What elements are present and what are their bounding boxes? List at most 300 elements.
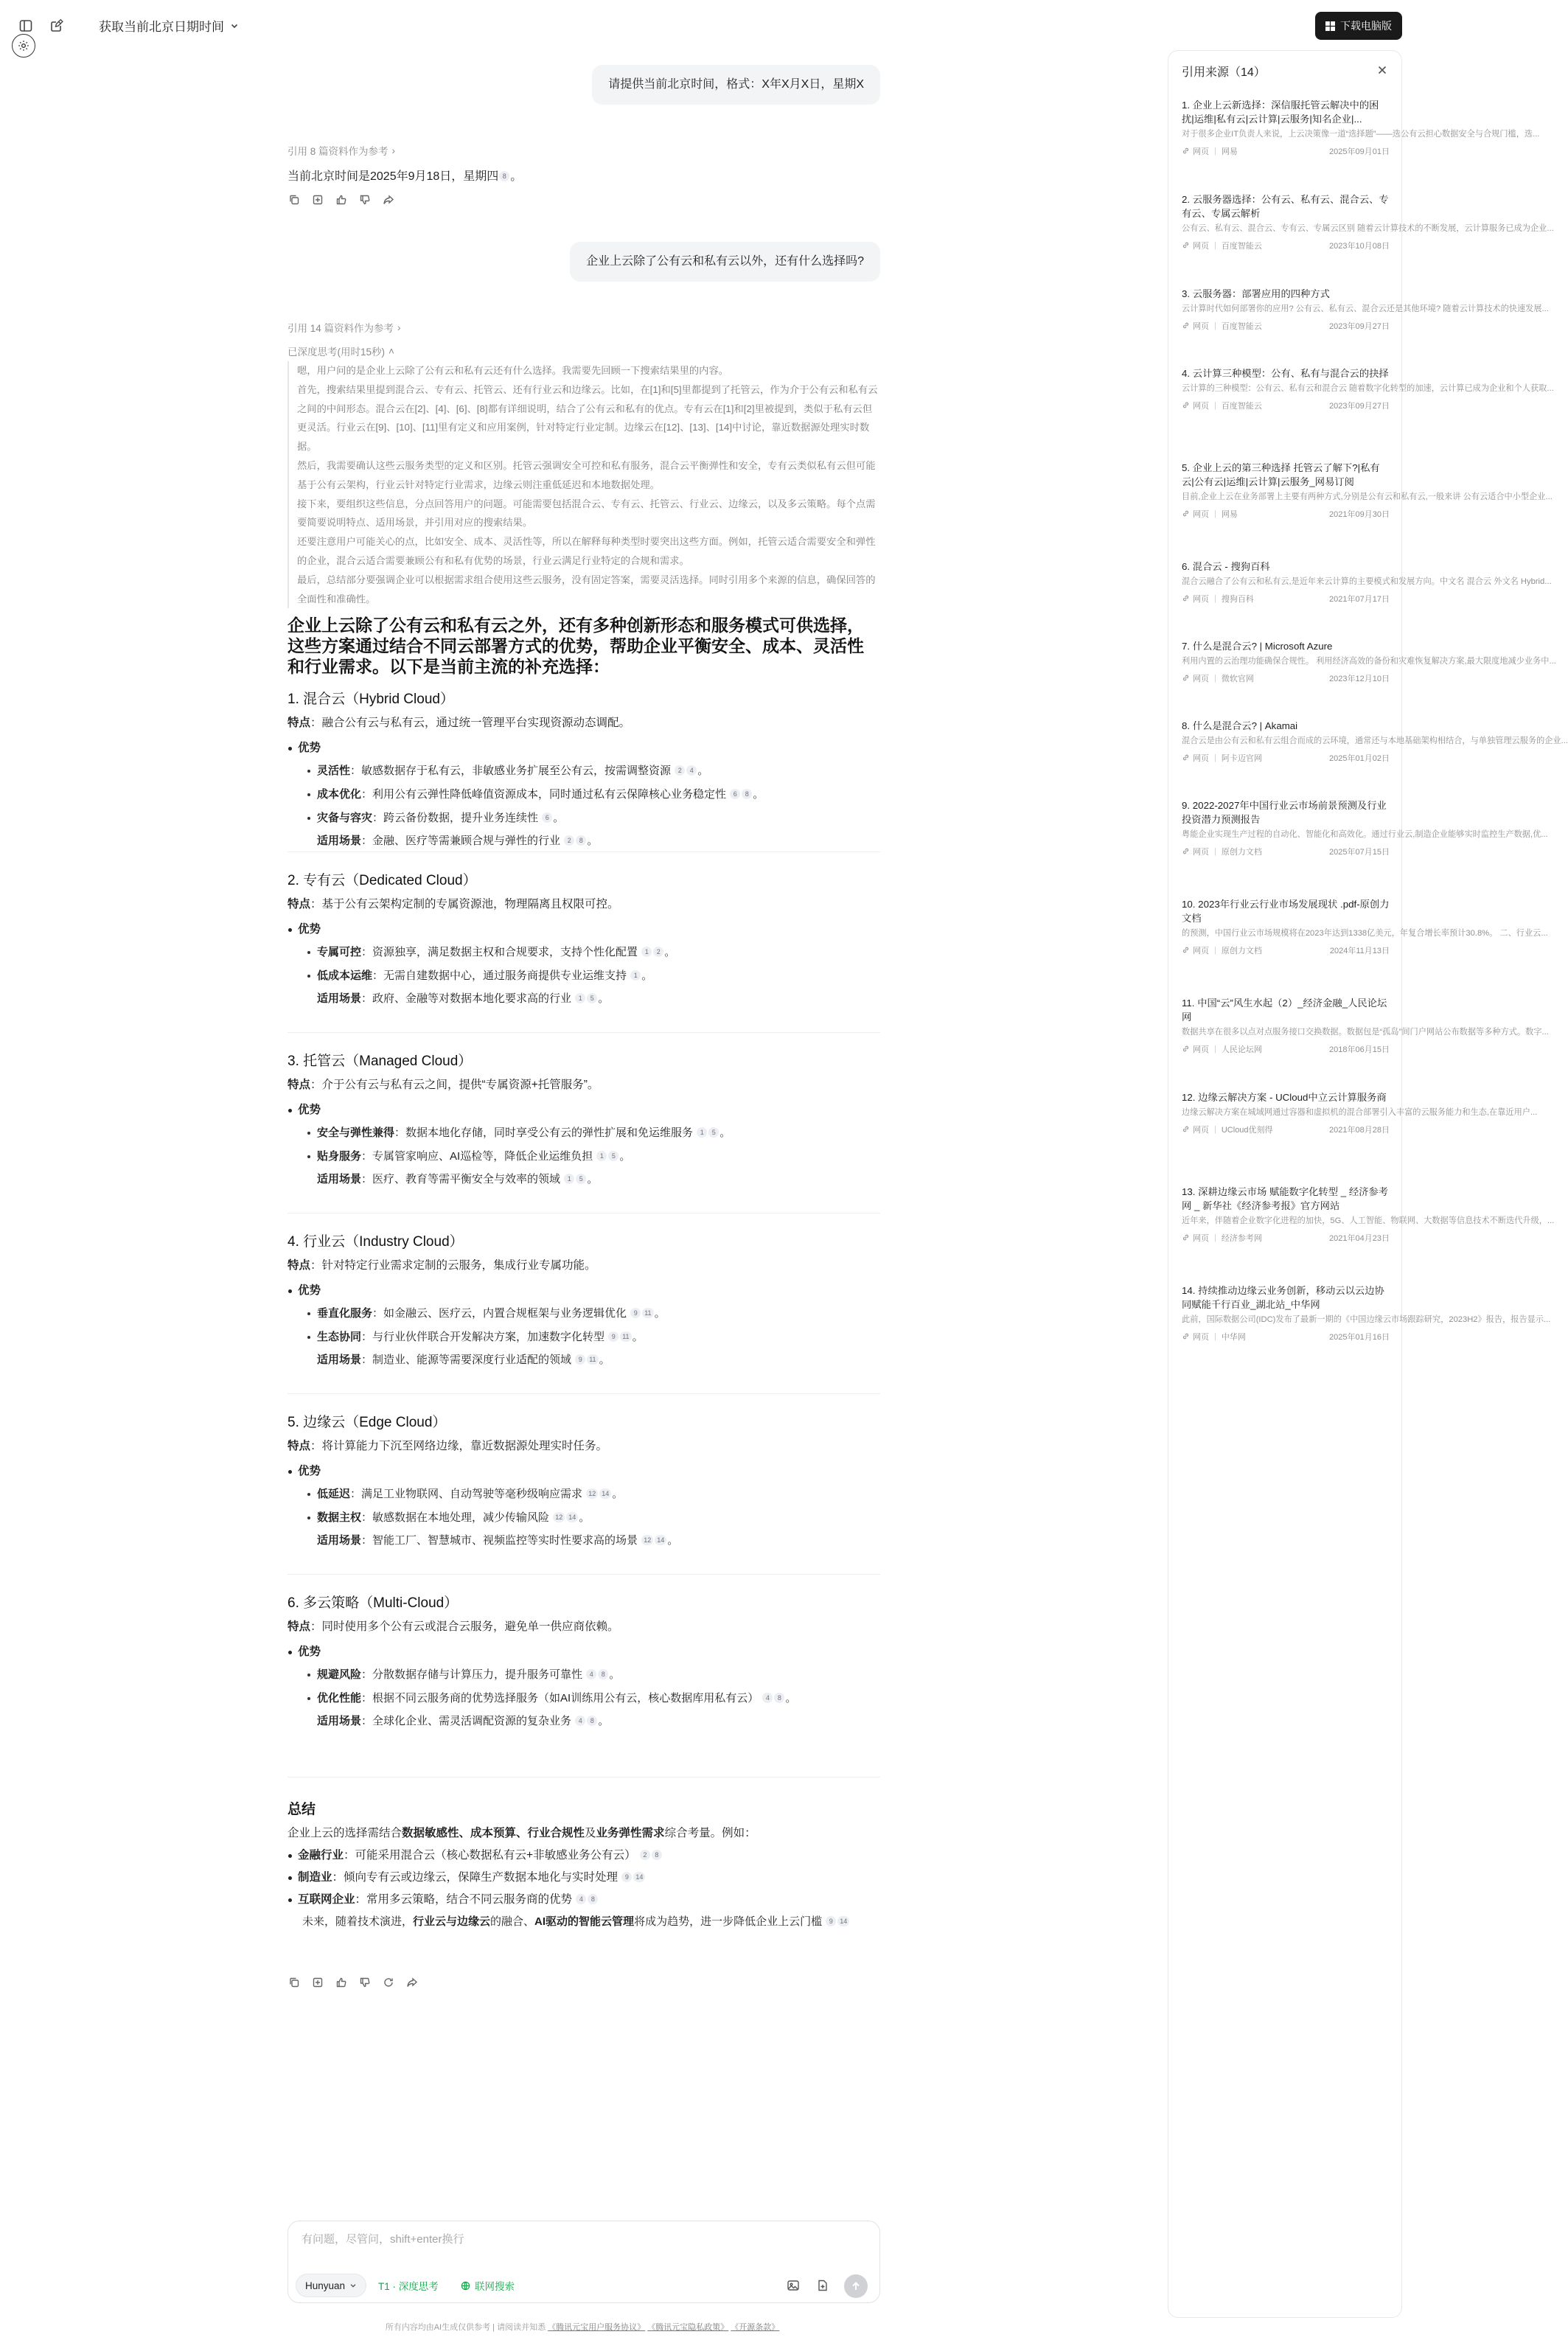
advantage-subitem: 专属可控：资源独享，满足数据主权和合规要求，支持个性化配置 1 2 。 bbox=[288, 941, 880, 964]
scene-label: 适用场景 bbox=[317, 1534, 362, 1547]
advantage-subitem: 垂直化服务：如金融云、医疗云，内置合规框架与业务逻辑优化 9 11 。 bbox=[288, 1302, 880, 1326]
answer-section bbox=[288, 1231, 880, 1371]
settings-icon[interactable] bbox=[12, 34, 35, 58]
citation-badge[interactable]: 1 bbox=[596, 1151, 607, 1161]
user-message: 企业上云除了公有云和私有云以外，还有什么选择吗? bbox=[570, 242, 880, 282]
advantages-label: 优势 bbox=[298, 1646, 321, 1658]
citation-badge[interactable]: 12 bbox=[553, 1512, 565, 1522]
advantages-item bbox=[288, 1460, 880, 1483]
sidebar-toggle-icon[interactable] bbox=[16, 16, 35, 35]
citation-badge[interactable]: 14 bbox=[566, 1512, 578, 1522]
source-meta bbox=[1182, 672, 1390, 684]
citation-badge[interactable]: 5 bbox=[587, 993, 597, 1003]
share-icon[interactable] bbox=[405, 1976, 419, 1989]
source-site: 原创力文档 bbox=[1221, 847, 1262, 857]
user-agreement-link[interactable]: 《腾讯元宝用户服务协议》 bbox=[548, 2323, 646, 2332]
scene-line: 适用场景：智能工厂、智慧城市、视频监控等实时性要求高的场景 12 14 。 bbox=[317, 1534, 679, 1547]
source-site: 原创力文档 bbox=[1221, 946, 1262, 955]
citation-badge[interactable]: 4 bbox=[576, 1894, 586, 1904]
citation-badge[interactable]: 9 bbox=[630, 1308, 641, 1318]
citation-badge[interactable]: 1 bbox=[564, 1174, 574, 1184]
summary-lead-text: 及 bbox=[585, 1827, 596, 1839]
answer-section bbox=[288, 1412, 880, 1552]
summary-item-text: 倾向专有云或边缘云，保障生产数据本地化与实时处理 bbox=[344, 1871, 619, 1884]
citation-badge[interactable]: 12 bbox=[641, 1535, 653, 1545]
summary-closing-bold: AI驱动的智能云管理 bbox=[534, 1915, 635, 1928]
section-feature: 特点：针对特定行业需求定制的云服务，集成行业专属功能。 bbox=[288, 1259, 596, 1272]
summary-lead-bold: 数据敏感性、成本预算、行业合规性 bbox=[402, 1827, 585, 1839]
reference-count-text: 引用 8 篇资料作为参考 bbox=[288, 146, 388, 157]
message-actions bbox=[288, 1976, 419, 1989]
source-type: 网页 bbox=[1193, 594, 1209, 604]
feature-text: 同时使用多个公有云或混合云服务，避免单一供应商依赖。 bbox=[321, 1620, 619, 1633]
source-card[interactable] bbox=[1182, 1284, 1551, 1343]
source-type: 网页 bbox=[1193, 1125, 1209, 1135]
summary-lead-text: 企业上云的选择需结合 bbox=[288, 1827, 403, 1839]
source-snippet: 云计算时代如何部署你的应用? 公有云、私有云、混合云还是其他环境? 随着云计算技术的快速发展... bbox=[1182, 304, 1549, 313]
advantages-label: 优势 bbox=[298, 742, 321, 754]
citation-badge[interactable]: 4 bbox=[586, 1669, 596, 1679]
source-title: 9. 2022-2027年中国行业云市场前景预测及行业投资潜力预测报告 bbox=[1182, 800, 1387, 825]
meta-separator: | bbox=[1214, 400, 1216, 410]
advantage-subitem: 数据主权：敏感数据在本地处理，减少传输风险 12 14 。 bbox=[288, 1506, 880, 1530]
thumbs-down-icon[interactable] bbox=[358, 193, 372, 206]
summary-item-key: 金融行业 bbox=[298, 1849, 344, 1862]
advantage-key: 生态协同 bbox=[317, 1331, 362, 1343]
thinking-paragraph: 首先，搜索结果里提到混合云、专有云、托管云、还有行业云和边缘云。比如，在[1]和[5]里都提到了托管云，作为介于公有云和私有云之间的中间形态。混合云在[2]、[4]、[6]、[8]都有详细说明，结合了公有云和私有的优点。专有云在[1]和[2]里被提到，类似于私有云但更灵活。行业云在[9]、[10]、[11]里有定义和应用案例，针对特定行业定制。边缘云在[12]、[13]、[14]中讨论，靠近数据源处理实时数据。 bbox=[297, 383, 878, 453]
source-meta bbox=[1182, 944, 1390, 956]
feature-text: 介于公有云与私有云之间，提供“专属资源+托管服务”。 bbox=[321, 1079, 599, 1091]
source-snippet: 对于很多企业IT负责人来说，上云决策像一道“选择题”——选公有云担心数据安全与合规门槛，选... bbox=[1182, 130, 1540, 139]
section-heading: 5. 边缘云（Edge Cloud） bbox=[288, 1415, 447, 1430]
source-snippet: 粤能企业实现生产过程的自动化、智能化和高效化。通过行业云,制造企业能够实时监控生产数据,优... bbox=[1182, 830, 1548, 839]
scene-label: 适用场景 bbox=[317, 992, 362, 1005]
section-heading: 4. 行业云（Industry Cloud） bbox=[288, 1234, 464, 1250]
image-upload-icon[interactable] bbox=[785, 2277, 801, 2294]
source-card[interactable] bbox=[1182, 1185, 1555, 1244]
advantage-subitem: 低延迟：满足工业物联网、自动驾驶等毫秒级响应需求 12 14 。 bbox=[288, 1483, 880, 1506]
source-title: 11. 中国“云”风生水起（2）_经济金融_人民论坛网 bbox=[1182, 997, 1387, 1023]
answer-section bbox=[288, 689, 880, 852]
source-snippet: 的预测，中国行业云市场规模将在2023年达到1338亿美元，年复合增长率预计30.8%。 二、行业云... bbox=[1182, 929, 1548, 938]
advantage-key: 垂直化服务 bbox=[317, 1307, 373, 1320]
meta-separator: | bbox=[1214, 321, 1216, 330]
advantages-item bbox=[288, 1099, 880, 1121]
citation-badge[interactable]: 1 bbox=[575, 993, 585, 1003]
thinking-paragraph: 嗯，用户问的是企业上云除了公有云和私有云还有什么选择。我需要先回顾一下搜索结果里的内容。 bbox=[297, 365, 729, 376]
thinking-paragraph: 最后，总结部分要强调企业可以根据需求组合使用这些云服务，没有固定答案，需要灵活选择。同时引用多个来源的信息，确保回答的全面性和准确性。 bbox=[297, 574, 876, 605]
source-title: 8. 什么是混合云? | Akamai bbox=[1182, 720, 1298, 731]
citation-badge[interactable]: 8 bbox=[588, 1894, 598, 1904]
source-snippet: 利用内置的云治理功能确保合规性。 利用经济高效的备份和灾难恢复解决方案,最大限度地减少业务中... bbox=[1182, 657, 1556, 666]
feature-label: 特点 bbox=[288, 1079, 311, 1091]
section-feature: 特点：融合公有云与私有云，通过统一管理平台实现资源动态调配。 bbox=[288, 717, 631, 729]
summary-closing-text: 的融合、 bbox=[490, 1915, 535, 1928]
citation-badge[interactable]: 11 bbox=[642, 1308, 653, 1318]
citation-badge[interactable]: 2 bbox=[675, 765, 685, 776]
source-site: 人民论坛网 bbox=[1221, 1045, 1262, 1054]
deep-thinking-toggle[interactable] bbox=[288, 344, 394, 358]
close-icon[interactable] bbox=[1376, 64, 1388, 76]
answer-section bbox=[288, 1592, 880, 1733]
answer-text: 当前北京时间是2025年9月18日，星期四 bbox=[288, 170, 499, 183]
source-card[interactable] bbox=[1182, 192, 1554, 251]
source-type: 网页 bbox=[1193, 1045, 1209, 1054]
chat-input-box bbox=[288, 2221, 880, 2303]
source-card[interactable] bbox=[1182, 287, 1549, 332]
meta-separator: | bbox=[1214, 673, 1216, 683]
scene-text: 医疗、教育等需平衡安全与效率的领域 bbox=[372, 1173, 561, 1185]
source-type: 网页 bbox=[1193, 321, 1209, 331]
source-card[interactable] bbox=[1182, 98, 1540, 157]
chevron-right-icon: › bbox=[391, 144, 396, 156]
reference-count-link[interactable] bbox=[288, 143, 395, 158]
link-icon bbox=[1182, 1233, 1190, 1242]
copy-icon[interactable] bbox=[288, 193, 301, 206]
scene-line: 适用场景：政府、金融等对数据本地化要求高的行业 1 5 。 bbox=[317, 992, 610, 1005]
advantage-text: 如金融云、医疗云，内置合规框架与业务逻辑优化 bbox=[383, 1307, 627, 1320]
source-card[interactable] bbox=[1182, 366, 1554, 411]
source-card[interactable] bbox=[1182, 560, 1552, 605]
advantage-subitem: 优化性能：根据不同云服务商的优势选择服务（如AI训练用公有云，核心数据库用私有云） 4 8 。 bbox=[288, 1687, 880, 1710]
citation-badge[interactable]: 2 bbox=[564, 835, 574, 846]
advantage-key: 数据主权 bbox=[317, 1511, 362, 1524]
source-date: 2023年12月10日 bbox=[1329, 674, 1390, 683]
source-date: 2021年08月28日 bbox=[1329, 1125, 1390, 1135]
source-meta bbox=[1182, 508, 1390, 520]
citation-badge[interactable]: 8 bbox=[774, 1693, 784, 1703]
scene-text: 制造业、能源等需要深度行业适配的领域 bbox=[372, 1354, 572, 1366]
advantages-label: 优势 bbox=[298, 923, 321, 936]
link-icon bbox=[1182, 753, 1190, 762]
link-icon bbox=[1182, 946, 1190, 954]
advantages-label: 优势 bbox=[298, 1284, 321, 1297]
source-card[interactable] bbox=[1182, 996, 1549, 1055]
source-site: 百度智能云 bbox=[1221, 401, 1262, 411]
conversation-title-text: 获取当前北京日期时间 bbox=[99, 20, 224, 34]
citation-badge[interactable]: 8 bbox=[576, 835, 586, 846]
reference-count-link[interactable] bbox=[288, 320, 401, 335]
advantage-subitem: 灾备与容灾：跨云备份数据，提升业务连续性 6 。 bbox=[288, 807, 880, 830]
advantages-item bbox=[288, 737, 880, 759]
section-heading: 6. 多云策略（Multi-Cloud） bbox=[288, 1595, 459, 1611]
summary-closing-text: 将成为趋势，进一步降低企业上云门槛 bbox=[634, 1915, 823, 1928]
share-icon[interactable] bbox=[382, 193, 395, 206]
feature-label: 特点 bbox=[288, 1620, 311, 1633]
citation-badge[interactable]: 8 bbox=[587, 1716, 597, 1726]
citation-badge[interactable]: 11 bbox=[587, 1354, 598, 1365]
summary-item-text: 常用多云策略，结合不同云服务商的优势 bbox=[366, 1893, 573, 1906]
source-snippet: 云计算的三种模型：公有云、私有云和混合云 随着数字化转型的加速，云计算已成为企业和个人获取... bbox=[1182, 384, 1554, 393]
section-heading: 3. 托管云（Managed Cloud） bbox=[288, 1054, 473, 1069]
source-meta bbox=[1182, 320, 1390, 332]
source-meta bbox=[1182, 1331, 1390, 1343]
section-feature: 特点：同时使用多个公有云或混合云服务，避免单一供应商依赖。 bbox=[288, 1620, 619, 1633]
advantage-text: 分散数据存储与计算压力，提升服务可靠性 bbox=[372, 1668, 583, 1681]
source-title: 4. 云计算三种模型：公有、私有与混合云的抉择 bbox=[1182, 368, 1389, 379]
source-card[interactable] bbox=[1182, 461, 1553, 520]
source-snippet: 混合云融合了公有云和私有云,是近年来云计算的主要模式和发展方向。中文名 混合云 外文名 Hybrid... bbox=[1182, 577, 1552, 586]
advantage-key: 成本优化 bbox=[317, 788, 362, 801]
source-date: 2023年09月27日 bbox=[1329, 401, 1390, 411]
link-icon bbox=[1182, 509, 1190, 518]
thinking-paragraph: 然后，我需要确认这些云服务类型的定义和区别。托管云强调安全可控和私有服务，混合云平衡弹性和安全，专有云类似私有云但可能基于公有云架构，行业云针对特定行业需求，边缘云则注重低延迟和本地数据处理。 bbox=[297, 459, 876, 490]
thinking-process bbox=[288, 361, 880, 608]
citation-badge[interactable]: 14 bbox=[837, 1916, 849, 1926]
scene-label: 适用场景 bbox=[317, 835, 362, 847]
source-type: 网页 bbox=[1193, 147, 1209, 156]
chevron-down-icon bbox=[230, 21, 239, 30]
scene-line: 适用场景：金融、医疗等需兼顾合规与弹性的行业 2 8 。 bbox=[317, 835, 599, 847]
source-date: 2025年09月01日 bbox=[1329, 147, 1390, 156]
summary-closing bbox=[288, 1912, 880, 1932]
source-title: 12. 边缘云解决方案 - UCloud中立云计算服务商 bbox=[1182, 1092, 1387, 1103]
send-button[interactable] bbox=[844, 2274, 868, 2298]
chevron-right-icon: › bbox=[397, 321, 401, 333]
summary-item-key: 互联网企业 bbox=[298, 1893, 355, 1906]
citation-badge[interactable]: 14 bbox=[599, 1488, 611, 1499]
advantage-text: 与行业伙伴联合开发解决方案，加速数字化转型 bbox=[372, 1331, 605, 1343]
meta-separator: | bbox=[1214, 593, 1216, 603]
regenerate-icon[interactable] bbox=[382, 1976, 395, 1989]
feature-label: 特点 bbox=[288, 898, 311, 910]
deep-thinking-label: 已深度思考(用时15秒) bbox=[288, 347, 386, 358]
copy-icon[interactable] bbox=[288, 1976, 301, 1989]
meta-separator: | bbox=[1214, 846, 1216, 856]
source-site: 百度智能云 bbox=[1221, 321, 1262, 331]
deep-thinking-toggle-button[interactable] bbox=[369, 2274, 447, 2297]
section-divider bbox=[288, 1393, 880, 1394]
section-feature: 特点：将计算能力下沉至网络边缘，靠近数据源处理实时任务。 bbox=[288, 1440, 608, 1452]
source-date: 2021年07月17日 bbox=[1329, 594, 1390, 604]
source-snippet: 边缘云解决方案在城域网通过容器和虚拟机的混合部署引入丰富的云服务能力和生态,在靠近用户... bbox=[1182, 1108, 1538, 1117]
citation-badge[interactable]: 14 bbox=[633, 1872, 645, 1882]
advantage-subitem: 成本优化：利用公有云弹性降低峰值资源成本，同时通过私有云保障核心业务稳定性 6 8 。 bbox=[288, 783, 880, 807]
citation-sources-panel bbox=[1168, 50, 1568, 2318]
summary-item: 金融行业：可能采用混合云（核心数据私有云+非敏感业务公有云） 2 8 bbox=[288, 1845, 880, 1867]
link-icon bbox=[1182, 1045, 1190, 1053]
advantage-subitem: 灵活性：敏感数据存于私有云，非敏感业务扩展至公有云，按需调整资源 2 4 。 bbox=[288, 759, 880, 783]
section-feature: 特点：介于公有云与私有云之间，提供“专属资源+托管服务”。 bbox=[288, 1079, 599, 1091]
source-title: 2. 云服务器选择：公有云、私有云、混合云、专有云、专属云解析 bbox=[1182, 194, 1389, 219]
source-site: 网易 bbox=[1221, 147, 1238, 156]
advantage-text: 数据本地化存储，同时享受公有云的弹性扩展和免运维服务 bbox=[405, 1127, 694, 1139]
citation-badge[interactable]: 8 bbox=[652, 1850, 662, 1860]
source-type: 网页 bbox=[1193, 509, 1209, 519]
citation-badge[interactable]: 2 bbox=[653, 947, 663, 957]
meta-separator: | bbox=[1214, 146, 1216, 156]
source-meta bbox=[1182, 752, 1390, 764]
citation-badge[interactable]: 14 bbox=[655, 1535, 666, 1545]
feature-text: 基于公有云架构定制的专属资源池，物理隔离且权限可控。 bbox=[321, 898, 619, 910]
source-date: 2024年11月13日 bbox=[1329, 946, 1390, 955]
scene-text: 金融、医疗等需兼顾合规与弹性的行业 bbox=[372, 835, 561, 847]
summary-lead bbox=[288, 1822, 880, 1845]
citation-badge[interactable]: 9 bbox=[826, 1916, 836, 1926]
section-feature: 特点：基于公有云架构定制的专属资源池，物理隔离且权限可控。 bbox=[288, 898, 619, 910]
download-desktop-button[interactable] bbox=[1315, 12, 1402, 40]
source-date: 2021年09月30日 bbox=[1329, 509, 1390, 519]
citation-badge[interactable]: 1 bbox=[630, 970, 641, 981]
link-icon bbox=[1182, 847, 1190, 855]
summary-section bbox=[288, 1799, 880, 1932]
advantage-text: 资源独享，满足数据主权和合规要求，支持个性化配置 bbox=[372, 946, 638, 958]
source-site: 微软官网 bbox=[1221, 674, 1254, 683]
citation-badge[interactable]: 4 bbox=[686, 765, 697, 776]
summary-item: 互联网企业：常用多云策略，结合不同云服务商的优势 4 8 bbox=[288, 1889, 880, 1911]
advantages-item bbox=[288, 1280, 880, 1302]
open-source-link[interactable]: 《开源条款》 bbox=[731, 2323, 780, 2332]
source-date: 2023年10月08日 bbox=[1329, 241, 1390, 251]
web-search-toggle-button[interactable] bbox=[452, 2274, 523, 2297]
source-site: 搜狗百科 bbox=[1221, 594, 1254, 604]
new-chat-icon[interactable] bbox=[47, 16, 66, 35]
link-icon bbox=[1182, 401, 1190, 409]
sources-panel-title: 引用来源（14） bbox=[1182, 66, 1266, 79]
advantage-key: 低成本运维 bbox=[317, 969, 373, 982]
citation-badge[interactable]: 1 bbox=[697, 1127, 707, 1138]
answer-period: 。 bbox=[510, 170, 523, 183]
source-title: 3. 云服务器：部署应用的四种方式 bbox=[1182, 288, 1330, 299]
source-type: 网页 bbox=[1193, 241, 1209, 251]
footer-text: 所有内容均由AI生成仅供参考 | 请阅读并知悉 bbox=[385, 2323, 546, 2332]
assistant-answer bbox=[288, 615, 880, 677]
advantage-subitem: 生态协同：与行业伙伴联合开发解决方案，加速数字化转型 9 11 。 bbox=[288, 1326, 880, 1349]
advantage-subitem: 安全与弹性兼得：数据本地化存储，同时享受公有云的弹性扩展和免运维服务 1 5 。 bbox=[288, 1121, 880, 1145]
source-site: 网易 bbox=[1221, 509, 1238, 519]
conversation-title[interactable] bbox=[99, 16, 239, 35]
advantage-text: 根据不同云服务商的优势选择服务（如AI训练用公有云，核心数据库用私有云） bbox=[372, 1692, 759, 1704]
feature-text: 针对特定行业需求定制的云服务，集成行业专属功能。 bbox=[321, 1259, 596, 1272]
section-heading: 2. 专有云（Dedicated Cloud） bbox=[288, 873, 477, 888]
advantage-subitem: 低成本运维：无需自建数据中心，通过服务商提供专业运维支持 1 。 bbox=[288, 964, 880, 988]
advantage-key: 低延迟 bbox=[317, 1488, 351, 1500]
globe-icon bbox=[461, 2281, 470, 2291]
link-icon bbox=[1182, 147, 1190, 155]
citation-badge[interactable]: 4 bbox=[762, 1693, 773, 1703]
citation-badge[interactable]: 6 bbox=[542, 812, 552, 823]
thinking-paragraph: 接下来，要组织这些信息，分点回答用户的问题。可能需要包括混合云、专有云、托管云、行业云、边缘云，以及多云策略。每个点需要简要说明特点、适用场景，并引用对应的搜索结果。 bbox=[297, 498, 876, 529]
share-card-icon[interactable] bbox=[311, 193, 324, 206]
source-snippet: 公有云、私有云、混合云、专有云、专属云区别 随着云计算技术的不断发展，云计算服务已成为企业... bbox=[1182, 224, 1554, 233]
citation-badge[interactable]: 5 bbox=[576, 1174, 586, 1184]
source-card[interactable] bbox=[1182, 719, 1568, 764]
source-snippet: 混合云是由公有云和私有云组合而成的云环境，通常还与本地基础架构相结合，与单独管理云服务的企业... bbox=[1182, 737, 1568, 745]
citation-badge[interactable]: 8 bbox=[598, 1669, 608, 1679]
source-date: 2025年07月15日 bbox=[1329, 847, 1390, 857]
citation-badge[interactable]: 12 bbox=[586, 1488, 598, 1499]
citation-badge[interactable]: 9 bbox=[575, 1354, 585, 1365]
share-card-icon[interactable] bbox=[311, 1976, 324, 1989]
meta-separator: | bbox=[1214, 509, 1216, 518]
source-snippet: 此前，国际数据公司(IDC)发布了最新一期的《中国边缘云市场跟踪研究，2023H2》报告，报告显示... bbox=[1182, 1315, 1551, 1324]
meta-separator: | bbox=[1214, 1331, 1216, 1341]
source-site: 百度智能云 bbox=[1221, 241, 1262, 251]
source-type: 网页 bbox=[1193, 674, 1209, 683]
citation-badge[interactable]: 4 bbox=[575, 1716, 585, 1726]
scene-label: 适用场景 bbox=[317, 1354, 362, 1366]
summary-lead-bold: 业务弹性需求 bbox=[596, 1827, 665, 1839]
source-site: UCloud优刻得 bbox=[1221, 1125, 1273, 1135]
meta-separator: | bbox=[1214, 1124, 1216, 1134]
scene-line: 适用场景：制造业、能源等需要深度行业适配的领域 9 11 。 bbox=[317, 1354, 610, 1366]
link-icon bbox=[1182, 1125, 1190, 1133]
advantage-key: 安全与弹性兼得 bbox=[317, 1127, 395, 1139]
citation-badge[interactable]: 9 bbox=[608, 1331, 619, 1342]
citation-badge[interactable]: 1 bbox=[641, 947, 652, 957]
source-title: 6. 混合云 - 搜狗百科 bbox=[1182, 561, 1270, 572]
source-card[interactable] bbox=[1182, 897, 1548, 956]
feature-label: 特点 bbox=[288, 717, 311, 729]
advantages-label: 优势 bbox=[298, 1104, 321, 1116]
file-upload-icon[interactable] bbox=[815, 2277, 831, 2294]
link-icon bbox=[1182, 594, 1190, 602]
model-selector[interactable] bbox=[296, 2274, 366, 2297]
advantage-subitem: 规避风险：分散数据存储与计算压力，提升服务可靠性 4 8 。 bbox=[288, 1663, 880, 1687]
thumbs-up-icon[interactable] bbox=[335, 1976, 348, 1989]
source-title: 10. 2023年行业云行业市场发展现状 .pdf-原创力文档 bbox=[1182, 899, 1390, 924]
source-meta bbox=[1182, 1232, 1390, 1244]
citation-badge[interactable]: 6 bbox=[730, 789, 740, 799]
source-site: 经济参考网 bbox=[1221, 1233, 1262, 1243]
source-site: 阿卡迈官网 bbox=[1221, 753, 1262, 763]
source-type: 网页 bbox=[1193, 753, 1209, 763]
source-meta bbox=[1182, 400, 1390, 411]
source-snippet: 近年来，伴随着企业数字化进程的加快，5G、人工智能、物联网、大数据等信息技术不断迭代升级，... bbox=[1182, 1216, 1555, 1225]
citation-badge[interactable]: 5 bbox=[608, 1151, 619, 1161]
source-date: 2025年01月16日 bbox=[1329, 1332, 1390, 1342]
scene-text: 全球化企业、需灵活调配资源的复杂业务 bbox=[372, 1715, 572, 1727]
thumbs-up-icon[interactable] bbox=[335, 193, 348, 206]
advantage-text: 无需自建数据中心，通过服务商提供专业运维支持 bbox=[383, 969, 627, 982]
model-name: Hunyuan bbox=[305, 2280, 346, 2291]
feature-text: 将计算能力下沉至网络边缘，靠近数据源处理实时任务。 bbox=[321, 1440, 608, 1452]
source-card[interactable] bbox=[1182, 798, 1548, 857]
source-meta bbox=[1182, 1043, 1390, 1055]
answer-section bbox=[288, 870, 880, 1010]
source-meta bbox=[1182, 240, 1390, 251]
feature-label: 特点 bbox=[288, 1259, 311, 1272]
advantage-key: 专属可控 bbox=[317, 946, 362, 958]
download-label: 下载电脑版 bbox=[1340, 20, 1392, 32]
citation-badge[interactable]: 8 bbox=[742, 789, 752, 799]
citation-badge[interactable]: 11 bbox=[620, 1331, 631, 1342]
citation-badge[interactable]: 2 bbox=[640, 1850, 650, 1860]
source-card[interactable] bbox=[1182, 1090, 1538, 1135]
source-title: 1. 企业上云新选择：深信服托管云解决中的困扰|运维|私有云|云计算|云服务|知名企业|... bbox=[1182, 100, 1379, 125]
message-input[interactable] bbox=[302, 2233, 862, 2246]
citation-badge[interactable]: 9 bbox=[621, 1872, 632, 1882]
citation-badge[interactable]: 8 bbox=[499, 171, 509, 181]
section-heading: 1. 混合云（Hybrid Cloud） bbox=[288, 692, 454, 707]
scene-text: 政府、金融等对数据本地化要求高的行业 bbox=[372, 992, 572, 1005]
advantages-item bbox=[288, 919, 880, 941]
thinking-paragraph: 还要注意用户可能关心的点，比如安全、成本、灵活性等，所以在解释每种类型时要突出这些方面。例如，托管云适合需要安全和弹性的企业，混合云适合需要兼顾公有和私有优势的场景，行业云满足行业特定的合规和需求。 bbox=[297, 536, 876, 566]
advantages-item bbox=[288, 1641, 880, 1663]
privacy-policy-link[interactable]: 《腾讯元宝隐私政策》 bbox=[647, 2323, 729, 2332]
thumbs-down-icon[interactable] bbox=[358, 1976, 372, 1989]
windows-icon bbox=[1325, 21, 1335, 31]
assistant-answer bbox=[288, 167, 522, 184]
citation-badge[interactable]: 5 bbox=[708, 1127, 719, 1138]
source-meta bbox=[1182, 145, 1390, 157]
footer-disclaimer bbox=[0, 2321, 1165, 2333]
section-divider bbox=[288, 1032, 880, 1033]
advantage-key: 规避风险 bbox=[317, 1668, 362, 1681]
source-date: 2023年09月27日 bbox=[1329, 321, 1390, 331]
source-card[interactable] bbox=[1182, 639, 1556, 684]
source-date: 2025年01月02日 bbox=[1329, 753, 1390, 763]
